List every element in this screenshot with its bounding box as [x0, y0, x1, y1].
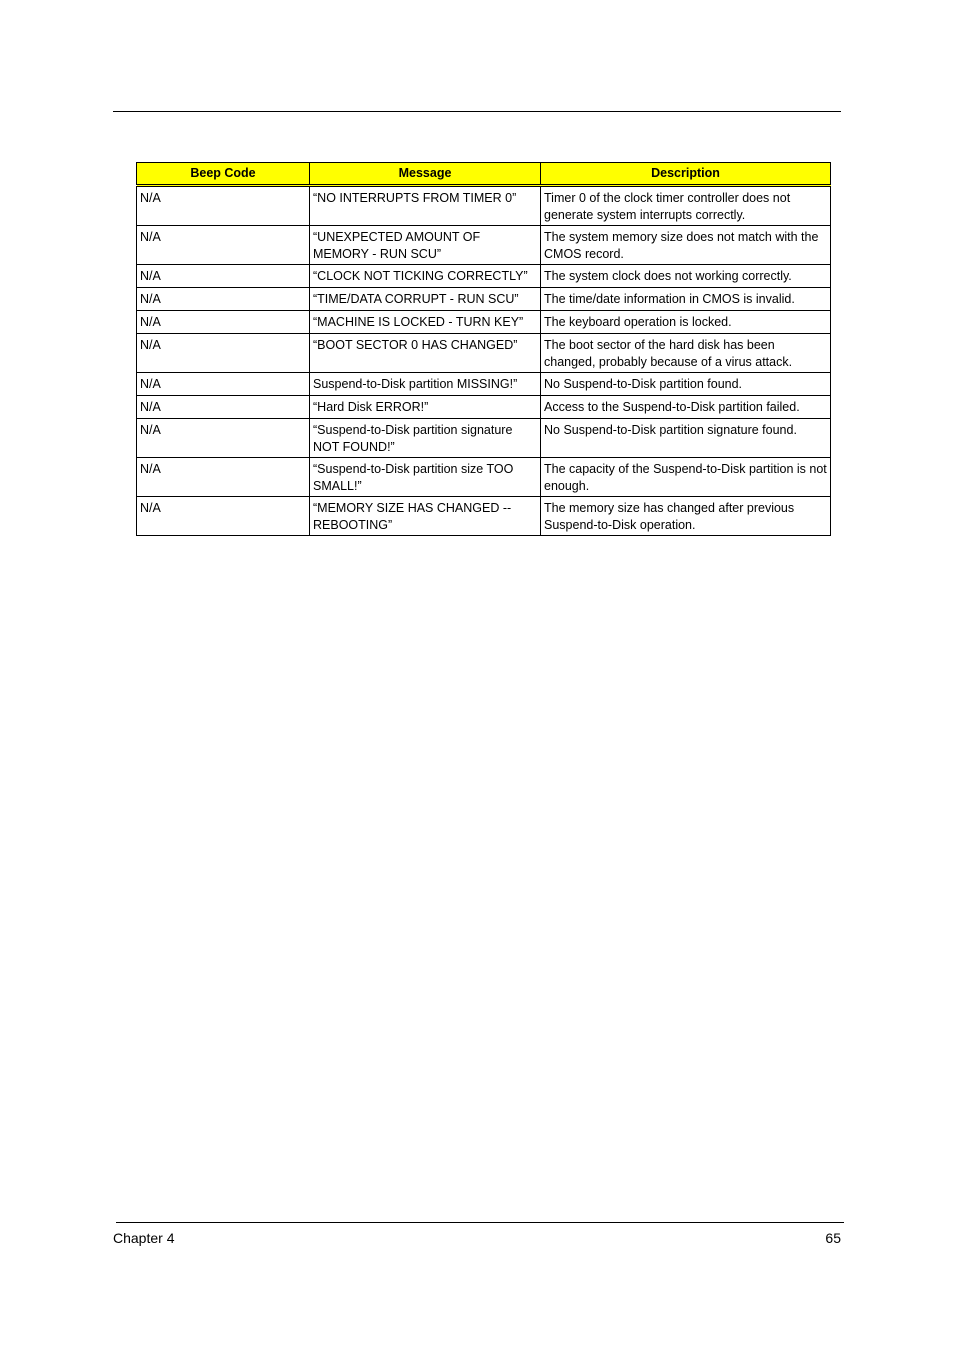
header-rule	[113, 111, 841, 112]
table-row	[137, 396, 831, 419]
description-cell: No Suspend-to-Disk partition signature found.	[541, 419, 831, 458]
description-cell: Access to the Suspend-to-Disk partition failed.	[541, 396, 831, 419]
table-row	[137, 265, 831, 288]
description-cell: The boot sector of the hard disk has been changed, probably because of a virus attack.	[541, 334, 831, 373]
description-cell: The keyboard operation is locked.	[541, 311, 831, 334]
beep-code-cell: N/A	[137, 186, 310, 226]
footer-rule	[116, 1222, 844, 1223]
description-cell: The system clock does not working correctly.	[541, 265, 831, 288]
beep-code-cell: N/A	[137, 458, 310, 497]
table-row	[137, 458, 831, 497]
message-cell: “Suspend-to-Disk partition signature NOT FOUND!”	[310, 419, 541, 458]
beep-code-cell: N/A	[137, 265, 310, 288]
message-cell: “CLOCK NOT TICKING CORRECTLY”	[310, 265, 541, 288]
message-cell: “UNEXPECTED AMOUNT OF MEMORY - RUN SCU”	[310, 226, 541, 265]
message-cell: “Hard Disk ERROR!”	[310, 396, 541, 419]
footer-chapter: Chapter 4	[113, 1230, 175, 1246]
column-header-beep-code: Beep Code	[137, 163, 310, 186]
table-row	[137, 186, 831, 226]
table-row	[137, 497, 831, 536]
column-header-description: Description	[541, 163, 831, 186]
message-cell: “MEMORY SIZE HAS CHANGED -- REBOOTING”	[310, 497, 541, 536]
beep-code-table	[136, 162, 831, 536]
table-row	[137, 288, 831, 311]
message-cell: “BOOT SECTOR 0 HAS CHANGED”	[310, 334, 541, 373]
table-row	[137, 334, 831, 373]
description-cell: The memory size has changed after previous Suspend-to-Disk operation.	[541, 497, 831, 536]
table-row	[137, 311, 831, 334]
beep-code-cell: N/A	[137, 226, 310, 265]
footer-page-number: 65	[825, 1230, 841, 1246]
beep-code-cell: N/A	[137, 288, 310, 311]
beep-code-cell: N/A	[137, 311, 310, 334]
description-cell: The time/date information in CMOS is invalid.	[541, 288, 831, 311]
message-cell: “Suspend-to-Disk partition size TOO SMALL!”	[310, 458, 541, 497]
table-row	[137, 226, 831, 265]
table-header-row	[137, 163, 831, 186]
description-cell: No Suspend-to-Disk partition found.	[541, 373, 831, 396]
description-cell: The capacity of the Suspend-to-Disk partition is not enough.	[541, 458, 831, 497]
message-cell: “NO INTERRUPTS FROM TIMER 0”	[310, 186, 541, 226]
message-cell: Suspend-to-Disk partition MISSING!”	[310, 373, 541, 396]
beep-code-cell: N/A	[137, 419, 310, 458]
message-cell: “MACHINE IS LOCKED - TURN KEY”	[310, 311, 541, 334]
beep-code-cell: N/A	[137, 497, 310, 536]
column-header-message: Message	[310, 163, 541, 186]
description-cell: The system memory size does not match with the CMOS record.	[541, 226, 831, 265]
description-cell: Timer 0 of the clock timer controller does not generate system interrupts correctly.	[541, 186, 831, 226]
beep-code-cell: N/A	[137, 373, 310, 396]
table-row	[137, 373, 831, 396]
message-cell: “TIME/DATA CORRUPT - RUN SCU”	[310, 288, 541, 311]
beep-code-cell: N/A	[137, 396, 310, 419]
beep-code-cell: N/A	[137, 334, 310, 373]
table-row	[137, 419, 831, 458]
